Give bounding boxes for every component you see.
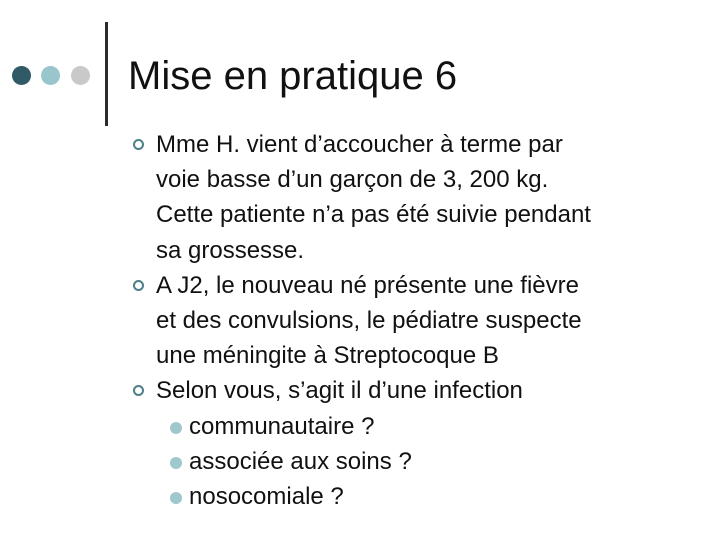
sub-bullet-item [170,409,693,444]
sub-bullet-text: associée aux soins ? [189,447,412,475]
sub-bullet-list [170,409,693,515]
bullet-text-line: une méningite à Streptocoque B [156,342,499,370]
bullet-item [133,373,693,514]
sub-bullet-text: nosocomiale ? [189,483,344,511]
bullet-item [133,268,693,374]
sub-bullet-text: communautaire ? [189,412,375,440]
bullet-item [133,127,693,268]
sub-bullet-dot-icon [170,492,182,504]
sub-bullet-item [170,479,693,514]
bullet-text-line: Cette patiente n’a pas été suivie pendant [156,201,591,229]
slide-title: Mise en pratique 6 [128,54,458,98]
bullet-text-line: sa grossesse. [156,236,305,264]
sub-bullet-dot-icon [170,422,182,434]
bullet-circle-icon [133,385,144,396]
sub-bullet-dot-icon [170,457,182,469]
title-divider [105,22,108,126]
sub-bullet-item [170,444,693,479]
slide-content [133,127,693,514]
bullet-text-line: A J2, le nouveau né présente une fièvre [156,271,579,299]
header-dot-light-teal [41,66,60,85]
bullet-circle-icon [133,139,144,150]
bullet-text-line: Selon vous, s’agit il d’une infection [156,377,523,405]
header-dot-dark [12,66,31,85]
bullet-text-line: Mme H. vient d’accoucher à terme par [156,131,563,158]
bullet-text-line: et des convulsions, le pédiatre suspecte [156,307,582,335]
header-dot-gray [71,66,90,85]
bullet-circle-icon [133,280,144,291]
bullet-text-line: voie basse d’un garçon de 3, 200 kg. [156,166,549,194]
